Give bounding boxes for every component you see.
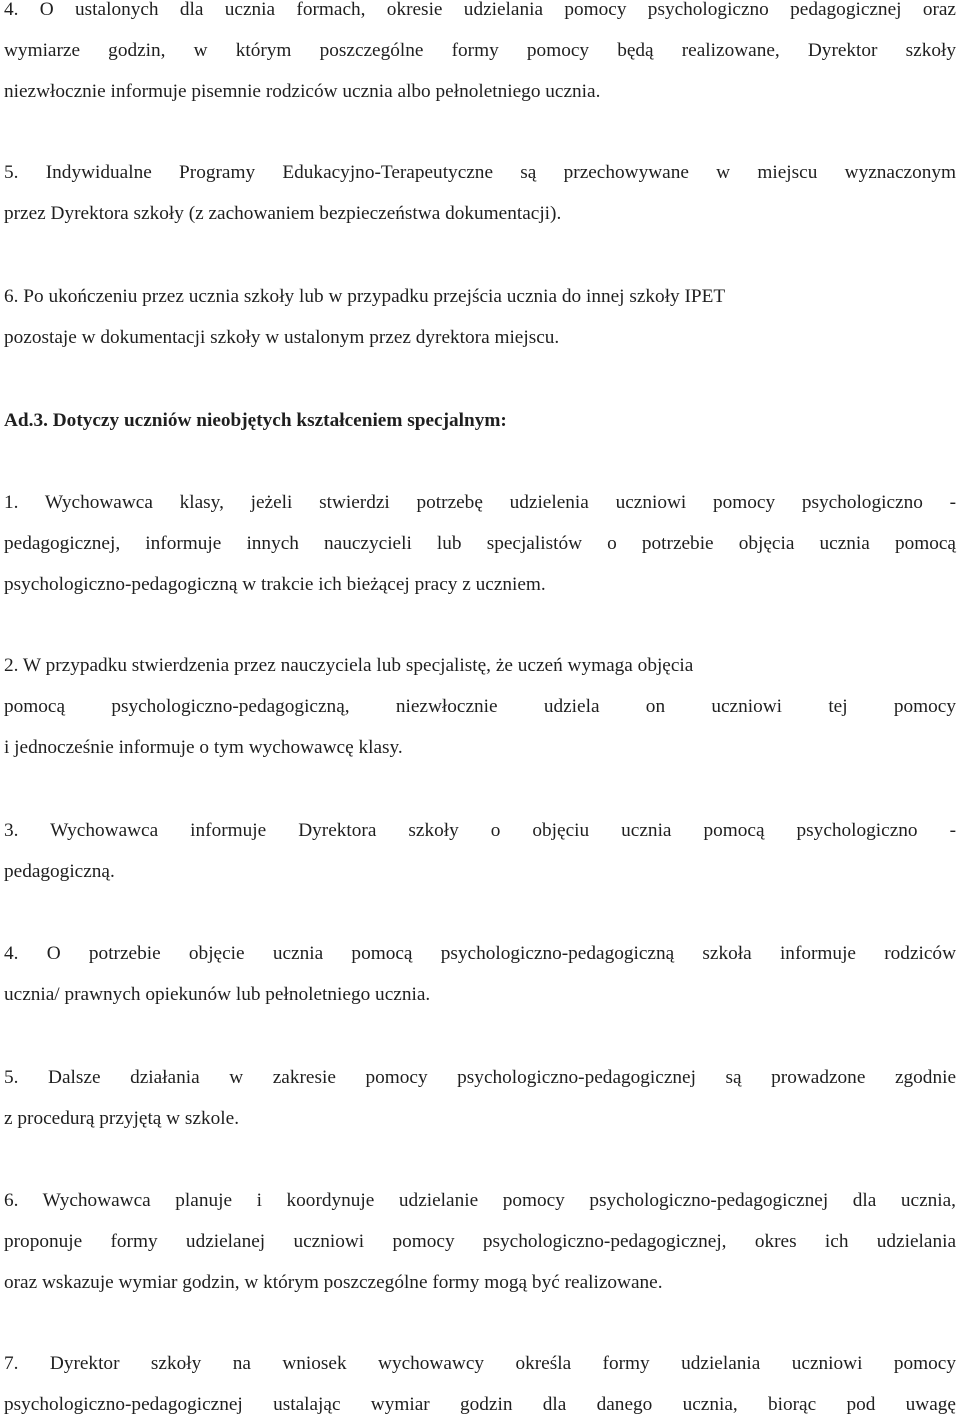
paragraph-6-ipet-archive	[4, 276, 956, 358]
text-line: proponuje formy udzielanej uczniowi pomocy psychologiczno-pedagogicznej, okres ich udzielania	[4, 1231, 956, 1253]
text-line: 1. Wychowawca klasy, jeżeli stwierdzi potrzebę udzielenia uczniowi pomocy psychologiczno -	[4, 492, 956, 513]
text-line: i jednocześnie informuje o tym wychowawcę klasy.	[4, 737, 403, 759]
text-line: przez Dyrektora szkoły (z zachowaniem bezpieczeństwa dokumentacji).	[4, 203, 562, 225]
text-line: 6. Po ukończeniu przez ucznia szkoły lub w przypadku przejścia ucznia do innej szkoły IPET	[4, 286, 726, 307]
text-line: 7. Dyrektor szkoły na wniosek wychowawcy określa formy udzielania uczniowi pomocy	[4, 1353, 956, 1374]
text-line: 5. Dalsze działania w zakresie pomocy psychologiczno-pedagogicznej są prowadzone zgodnie	[4, 1067, 956, 1088]
text-line: 4. O potrzebie objęcie ucznia pomocą psychologiczno-pedagogiczną szkoła informuje rodziców	[4, 943, 956, 964]
text-line: pedagogicznej, informuje innych nauczycieli lub specjalistów o potrzebie objęcia ucznia pomocą	[4, 533, 956, 555]
numbered-item-3	[4, 810, 956, 892]
text-line: pedagogiczną.	[4, 861, 115, 883]
text-line: 5. Indywidualne Programy Edukacyjno-Terapeutyczne są przechowywane w miejscu wyznaczonym	[4, 162, 956, 183]
text-line: 2. W przypadku stwierdzenia przez nauczyciela lub specjalistę, że uczeń wymaga objęcia	[4, 655, 694, 676]
numbered-item-4	[4, 933, 956, 1015]
text-line: psychologiczno-pedagogiczną w trakcie ich bieżącej pracy z uczniem.	[4, 574, 546, 596]
paragraph-4-ipet-notification	[4, 0, 956, 113]
text-line: pozostaje w dokumentacji szkoły w ustalonym przez dyrektora miejscu.	[4, 327, 560, 349]
text-line: pomocą psychologiczno-pedagogiczną, niezwłocznie udziela on uczniowi tej pomocy	[4, 696, 956, 718]
text-line: niezwłocznie informuje pisemnie rodziców ucznia albo pełnoletniego ucznia.	[4, 81, 601, 103]
text-line: oraz wskazuje wymiar godzin, w którym poszczególne formy mogą być realizowane.	[4, 1272, 663, 1294]
paragraph-5-ipet-storage	[4, 152, 956, 234]
text-line: psychologiczno-pedagogicznej ustalając wymiar godzin dla danego ucznia, biorąc pod uwagę	[4, 1394, 956, 1416]
numbered-item-2	[4, 645, 956, 769]
text-line: 3. Wychowawca informuje Dyrektora szkoły o objęciu ucznia pomocą psychologiczno -	[4, 820, 956, 841]
section-heading-ad3: Ad.3. Dotyczy uczniów nieobjętych kształceniem specjalnym:	[4, 410, 507, 431]
text-line: 6. Wychowawca planuje i koordynuje udzielanie pomocy psychologiczno-pedagogicznej dla ucznia,	[4, 1190, 956, 1211]
text-line: z procedurą przyjętą w szkole.	[4, 1108, 240, 1130]
numbered-item-5	[4, 1057, 956, 1139]
numbered-item-1	[4, 482, 956, 606]
numbered-item-7	[4, 1343, 956, 1425]
text-line: ucznia/ prawnych opiekunów lub pełnoletniego ucznia.	[4, 984, 431, 1006]
numbered-item-6	[4, 1180, 956, 1304]
text-line: wymiarze godzin, w którym poszczególne formy pomocy będą realizowane, Dyrektor szkoły	[4, 40, 956, 62]
text-line: 4. O ustalonych dla ucznia formach, okresie udzielania pomocy psychologiczno pedagogicznej oraz	[4, 0, 956, 20]
